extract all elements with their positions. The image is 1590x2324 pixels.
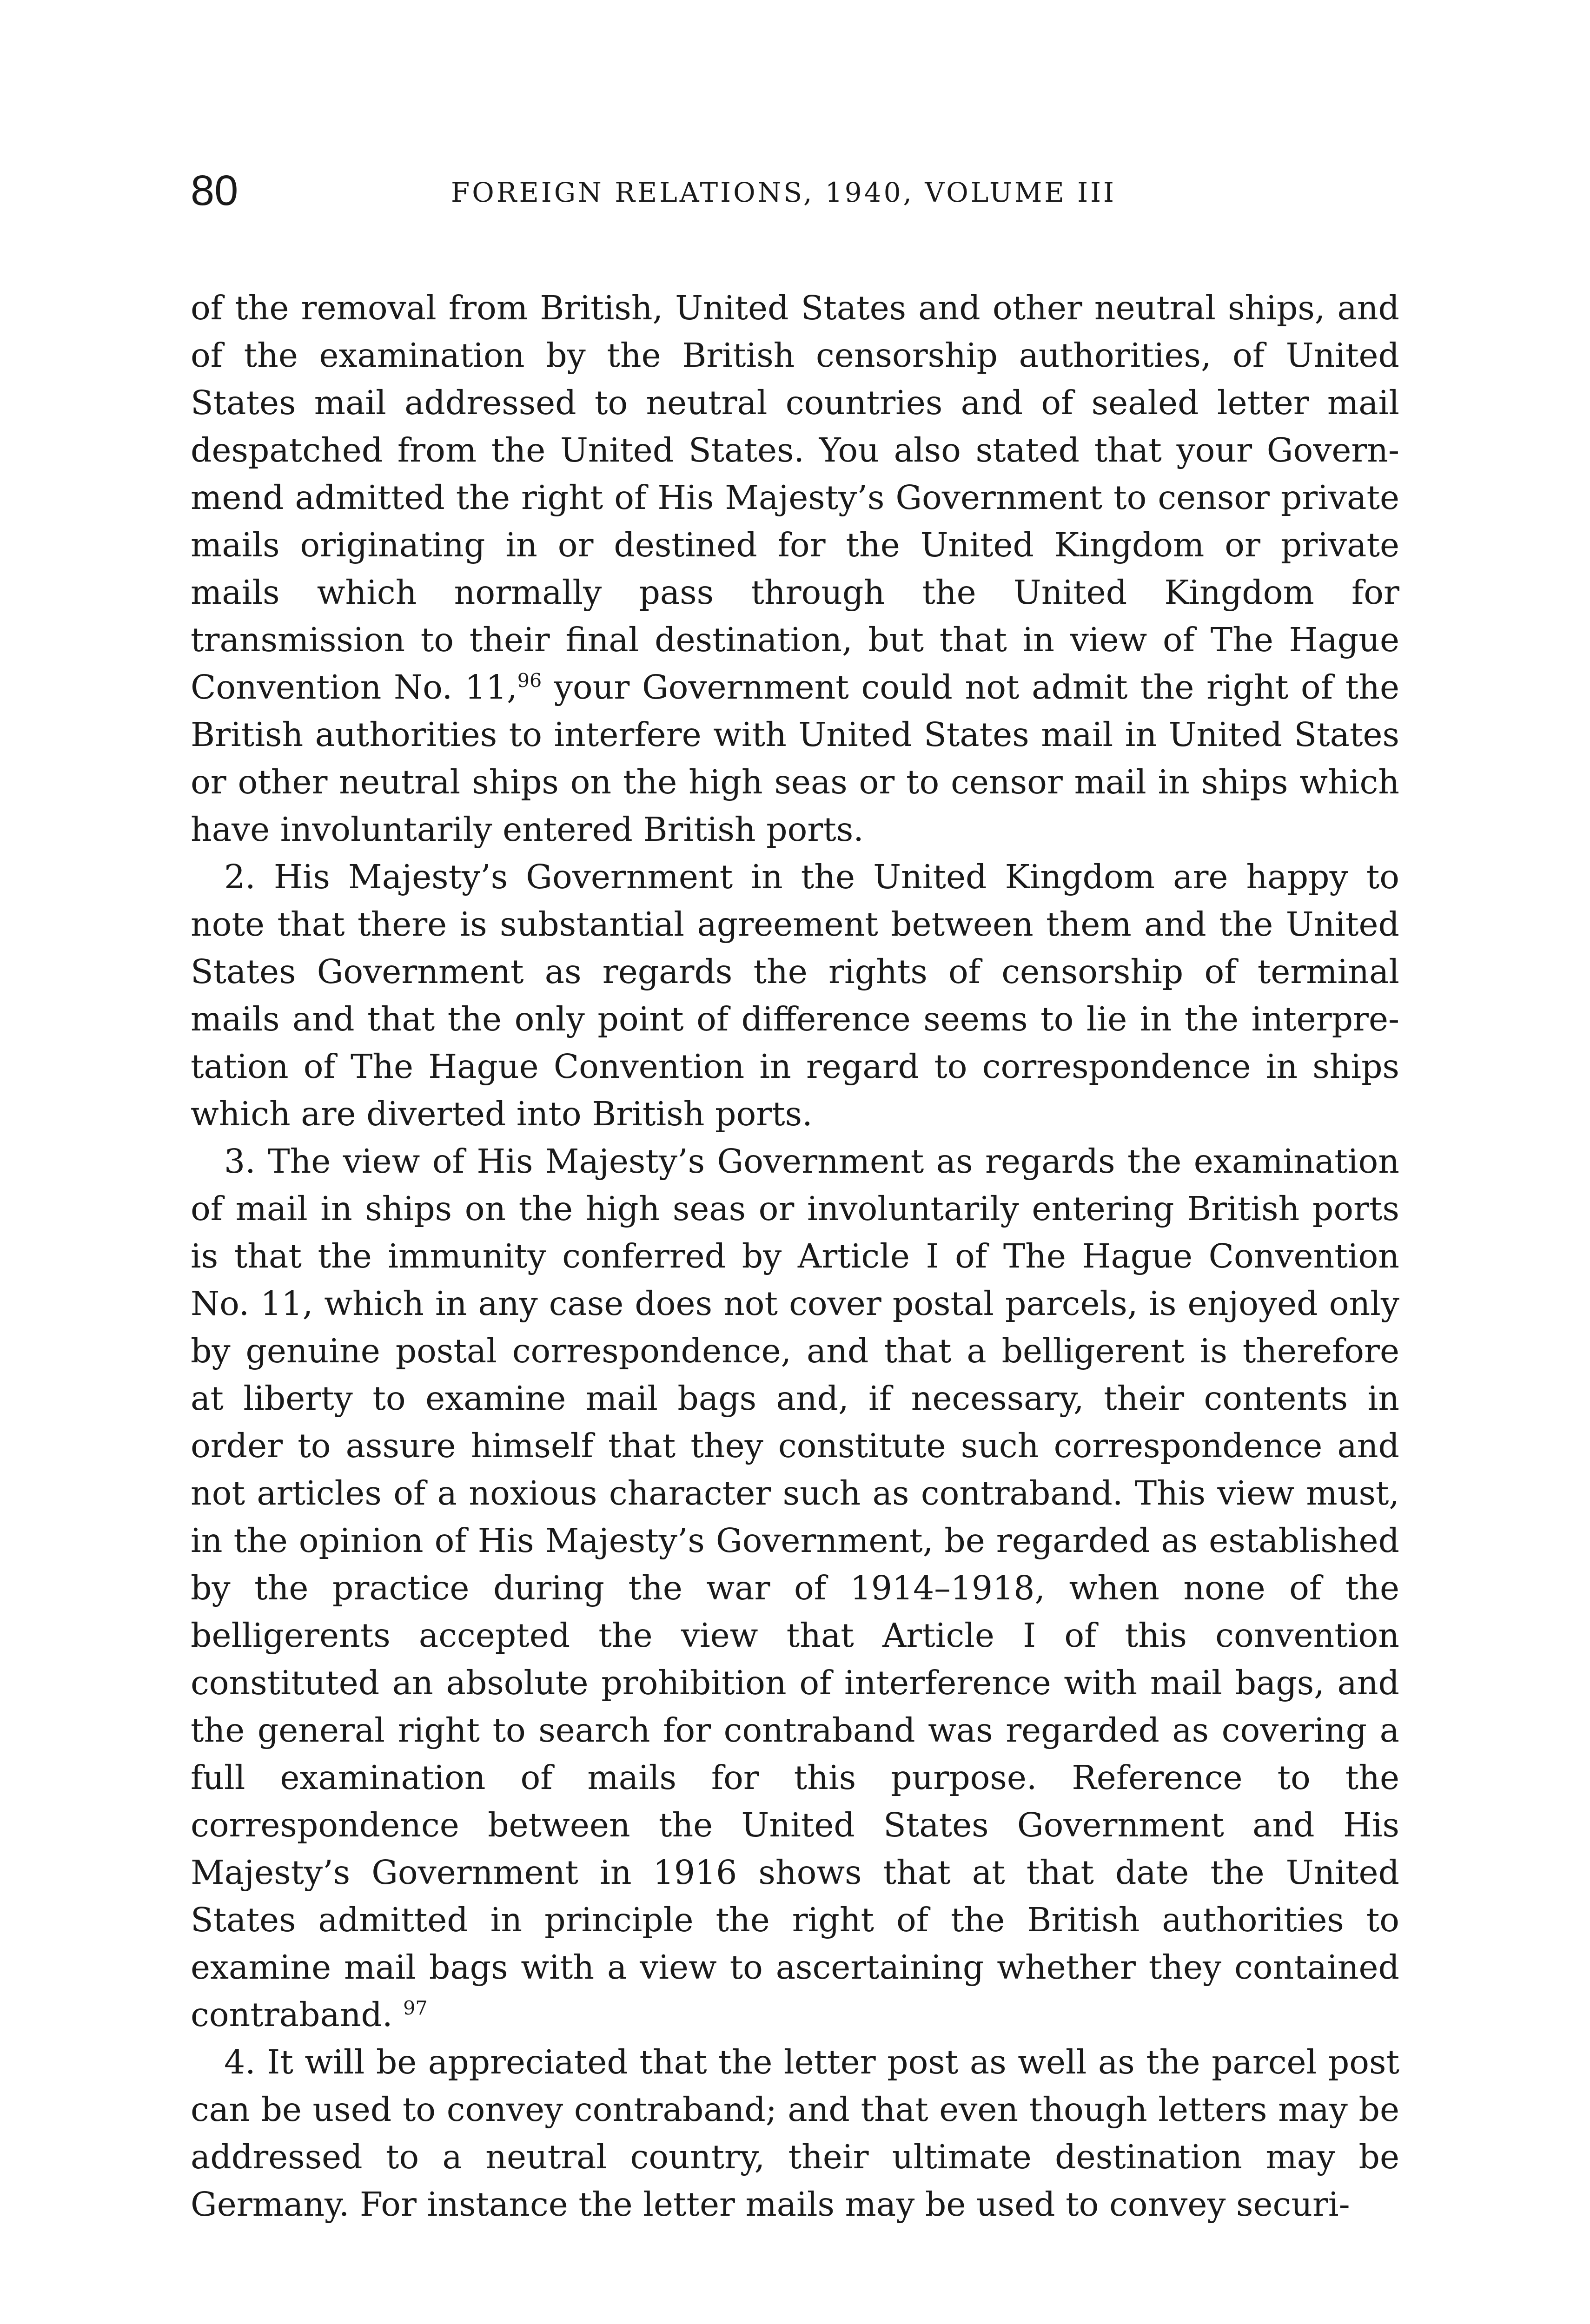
paragraph-1-continued: your Government could not admit the right of the British authorities to interfere with United States mail in United States or other neutral ships on the high seas or to censor mail in ships which have involuntarily entered British ports. [191, 668, 1399, 849]
paragraph-3 [191, 1138, 1399, 2039]
page-header [191, 165, 1404, 216]
footnote-ref-96: 96 [517, 669, 542, 692]
footnote-ref-97: 97 [403, 1997, 428, 2020]
body-text [191, 284, 1399, 2228]
paragraph-3-text: 3. The view of His Majesty’s Government as regards the examination of mail in ships on the high seas or involuntarily entering British ports is that the immunity conferred by Article I of The Hague Convention No. 11, which in any case does not cover postal parcels, is enjoyed only by genuine postal correspondence, and that a belligerent is therefore at liberty to examine mail bags and, if necessary, their contents in order to assure himself that they constitute such correspondence and not articles of a noxious character such as contraband. This view must, in the opinion of His Majesty’s Government, be regarded as established by the practice during the war of 1914–1918, when none of the belligerents accepted the view that Article I of this convention constituted an absolute prohibition of interference with mail bags, and the general right to search for contraband was regarded as covering a full examination of mails for this purpose. Reference to the correspondence between the United States Government and His Majesty’s Government in 1916 shows that at that date the United States admitted in principle the right of the British authorities to examine mail bags with a view to ascertaining whether they contained contraband. [191, 1142, 1399, 2034]
paragraph-4: 4. It will be appreciated that the letter post as well as the parcel post can be used to convey contraband; and that even though letters may be addressed to a neutral country, their ultimate destination may be Germany. For instance the letter mails may be used to convey securi- [191, 2043, 1399, 2224]
running-head: FOREIGN RELATIONS, 1940, VOLUME III [451, 177, 1116, 208]
paragraph-1 [191, 284, 1399, 853]
paragraph-2: 2. His Majesty’s Government in the United Kingdom are happy to note that there is substantial agreement between them and the United States Government as regards the rights of censorship of terminal mails and that the only point of difference seems to lie in the interpretation of The Hague Convention in regard to correspondence in ships which are diverted into British ports. [191, 858, 1399, 1133]
page-number: 80 [191, 167, 238, 214]
paragraph-1-text: of the removal from British, United States and other neutral ships, and of the examination by the British censorship authorities, of United States mail addressed to neutral countries and of sealed letter mail despatched from the United States. You also stated that your Governmend admitted the right of His Majesty’s Government to censor private mails originating in or destined for the United Kingdom or private mails which normally pass through the United Kingdom for transmission to their final destination, but that in view of The Hague Convention No. 11, [191, 289, 1399, 706]
